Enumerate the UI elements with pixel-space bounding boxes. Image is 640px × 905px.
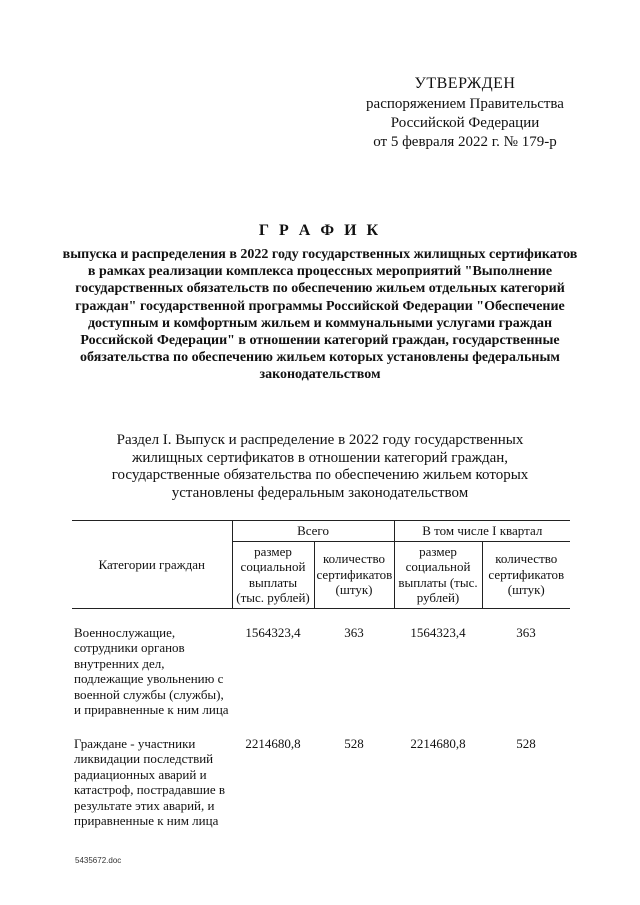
document-title: Г Р А Ф И К [258,222,382,239]
row-total-count: 363 [344,624,364,640]
row-total-payment: 2214680,8 [245,735,301,751]
table-header-row [72,521,570,542]
header-q1-count: количество сертификатов (штук) [482,541,570,608]
footer-doc-code: 5435672.doc [75,856,122,865]
header-q1-payment: размер социальной выплаты (тыс. рублей) [394,541,482,608]
row-category: Граждане - участники ликвидации последствий радиационных аварий и катастроф, пострадавшие в результате этих аварий, и приравненные к ним лица [74,735,226,828]
header-group-q1: В том числе I квартал [394,521,570,542]
header-category: Категории граждан [72,521,232,609]
approval-title: УТВЕРЖДЕН [414,75,516,92]
row-q1-count: 363 [516,624,536,640]
row-total-payment: 1564323,4 [245,624,301,640]
document-subtitle: выпуска и распределения в 2022 году государственных жилищных сертификатов в рамках реализации комплекса процессных мероприятий "Выполнение государственных обязательств по обеспечению жильем отдельных категорий граждан" государственной программы Российской Федерации "Обеспечение доступным и комфортным жильем и коммунальными услугами граждан Российской Федерации" в отношении категорий граждан, государственные обязательства по обеспечению жильем которых установлены федеральным законодательством [62,247,578,383]
table-row [72,736,570,829]
table-row [72,625,570,718]
header-total-payment: размер социальной выплаты (тыс. рублей) [232,541,314,608]
row-q1-payment: 1564323,4 [410,624,466,640]
header-group-total: Всего [232,521,394,542]
approval-line-2: Российской Федерации [390,115,540,131]
certificates-table [72,520,570,829]
row-category: Военнослужащие, сотрудники органов внутренних дел, подлежащие увольнению с военной службы (службы), и приравненные к ним лица [74,624,229,717]
approval-block [330,74,600,152]
approval-line-1: распоряжением Правительства [366,96,564,112]
row-q1-payment: 2214680,8 [410,735,466,751]
header-total-count: количество сертификатов (штук) [314,541,394,608]
row-q1-count: 528 [516,735,536,751]
approval-line-3: от 5 февраля 2022 г. № 179-р [373,134,557,150]
section-title: Раздел I. Выпуск и распределение в 2022 году государственных жилищных сертификатов в отношении категорий граждан, государственные обязательства по обеспечению жильем которых установлены федеральным законодательством [111,432,529,501]
row-total-count: 528 [344,735,364,751]
